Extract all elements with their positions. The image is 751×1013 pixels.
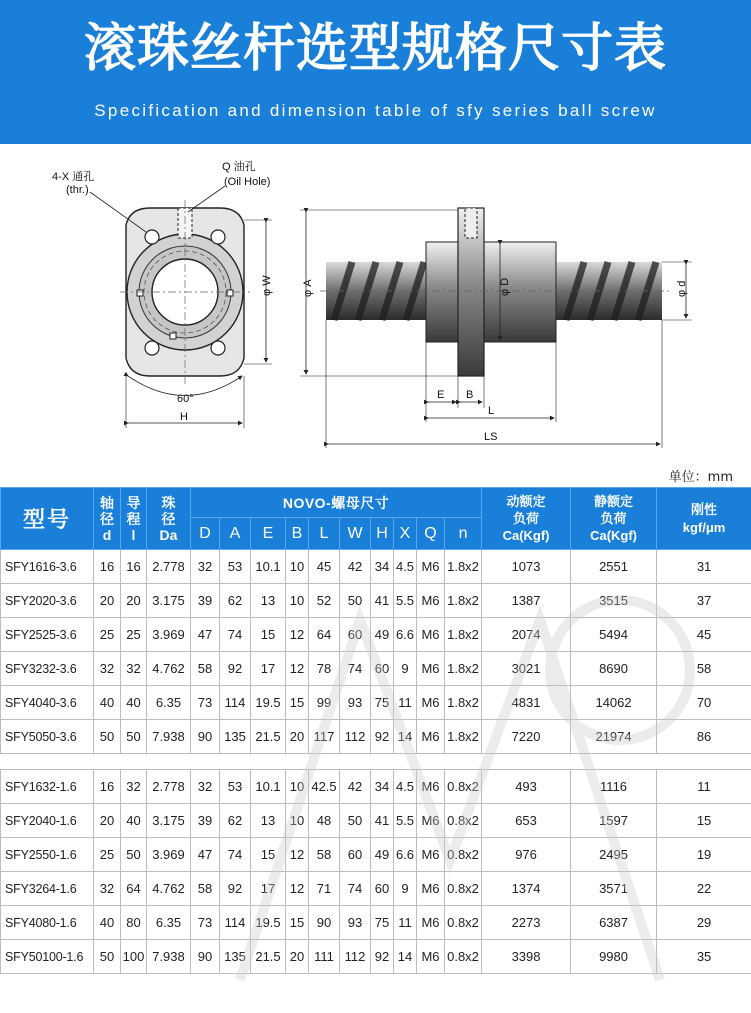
table-cell: 3021: [482, 652, 571, 686]
model-cell: SFY3232-3.6: [1, 652, 94, 686]
table-row: [1, 584, 751, 618]
table-cell: 11: [394, 906, 417, 940]
table-cell: 21.5: [251, 720, 286, 754]
header-rigidity-line-1: 刚性: [691, 501, 718, 517]
table-cell: 16: [94, 550, 121, 584]
table-cell: 53: [220, 770, 251, 804]
table-cell: 75: [371, 686, 394, 720]
table-cell: 12: [286, 618, 309, 652]
table-cell: 92: [220, 652, 251, 686]
oil-hole-label-en: (Oil Hole): [224, 176, 271, 188]
dim-d-shaft-label: φ d: [676, 280, 688, 297]
table-cell: 7.938: [147, 720, 191, 754]
dim-l-label: L: [488, 405, 495, 417]
dim-w-label: φ W: [261, 275, 273, 296]
table-cell: 20: [94, 804, 121, 838]
header-banner: [0, 0, 751, 144]
table-cell: 5494: [571, 618, 657, 652]
table-cell: 3571: [571, 872, 657, 906]
table-cell: M6: [417, 550, 445, 584]
table-cell: 64: [121, 872, 147, 906]
table-row: [1, 940, 751, 974]
table-cell: 3.175: [147, 804, 191, 838]
table-cell: 39: [191, 584, 220, 618]
table-cell: M6: [417, 838, 445, 872]
table-cell: 114: [220, 906, 251, 940]
table-cell: 29: [657, 906, 751, 940]
table-cell: 70: [657, 686, 751, 720]
table-cell: 73: [191, 906, 220, 940]
table-cell: 42: [340, 770, 371, 804]
table-cell: 3398: [482, 940, 571, 974]
header-static-load: [571, 488, 657, 550]
table-cell: 135: [220, 940, 251, 974]
table-cell: 10: [286, 584, 309, 618]
table-row: [1, 652, 751, 686]
table-cell: 10: [286, 804, 309, 838]
table-cell: 4.762: [147, 652, 191, 686]
table-row: [1, 838, 751, 872]
hole-label: 4-X 通孔: [52, 171, 95, 183]
header-ball-line-1: 珠: [161, 494, 176, 511]
header-sub-7: X: [394, 518, 417, 550]
table-cell: 2.778: [147, 770, 191, 804]
table-cell: 75: [371, 906, 394, 940]
table-cell: 49: [371, 838, 394, 872]
header-sub-3: B: [286, 518, 309, 550]
model-cell: SFY2525-3.6: [1, 618, 94, 652]
table-cell: 7220: [482, 720, 571, 754]
table-cell: 111: [309, 940, 340, 974]
model-cell: SFY1632-1.6: [1, 770, 94, 804]
table-cell: 58: [309, 838, 340, 872]
table-cell: M6: [417, 770, 445, 804]
table-cell: 74: [340, 872, 371, 906]
table-cell: 20: [286, 720, 309, 754]
header-sub-8: Q: [417, 518, 445, 550]
table-body-series-1-6: [1, 770, 751, 974]
table-row: [1, 906, 751, 940]
dim-h-label: H: [180, 411, 188, 423]
table-cell: 976: [482, 838, 571, 872]
table-cell: 92: [220, 872, 251, 906]
table-cell: 90: [191, 940, 220, 974]
table-cell: 14: [394, 940, 417, 974]
header-nut-dimensions: NOVO-螺母尺寸: [191, 488, 482, 518]
hole-label-en: (thr.): [66, 184, 89, 196]
table-cell: M6: [417, 720, 445, 754]
header-sub-0: D: [191, 518, 220, 550]
table-cell: 31: [657, 550, 751, 584]
table-cell: 90: [309, 906, 340, 940]
screw-side-view: [300, 208, 692, 448]
table-cell: 1.8x2: [445, 686, 482, 720]
table-cell: 2495: [571, 838, 657, 872]
table-cell: 34: [371, 770, 394, 804]
table-cell: 21.5: [251, 940, 286, 974]
table-cell: 16: [121, 550, 147, 584]
table-cell: 74: [220, 618, 251, 652]
table-cell: 22: [657, 872, 751, 906]
table-cell: 493: [482, 770, 571, 804]
table-cell: 42.5: [309, 770, 340, 804]
header-ball-line-2: 径: [161, 510, 176, 527]
table-cell: 25: [94, 618, 121, 652]
table-cell: 14062: [571, 686, 657, 720]
table-cell: 40: [94, 906, 121, 940]
table-cell: 1.8x2: [445, 652, 482, 686]
table-cell: 47: [191, 618, 220, 652]
table-cell: M6: [417, 804, 445, 838]
table-cell: 32: [121, 770, 147, 804]
header-rigidity-line-2: kgf/μm: [682, 519, 726, 535]
table-row: [1, 550, 751, 584]
dim-e-label: E: [437, 389, 445, 401]
dim-d-nut-label: φ D: [499, 277, 511, 296]
model-cell: SFY2550-1.6: [1, 838, 94, 872]
model-cell: SFY4080-1.6: [1, 906, 94, 940]
table-cell: M6: [417, 906, 445, 940]
table-cell: 1374: [482, 872, 571, 906]
table-cell: 12: [286, 838, 309, 872]
table-cell: 10.1: [251, 770, 286, 804]
table-cell: 5.5: [394, 584, 417, 618]
table-cell: 17: [251, 872, 286, 906]
table-cell: 12: [286, 872, 309, 906]
table-cell: 15: [251, 618, 286, 652]
table-cell: M6: [417, 618, 445, 652]
model-cell: SFY50100-1.6: [1, 940, 94, 974]
table-cell: 20: [94, 584, 121, 618]
table-cell: 50: [340, 804, 371, 838]
dim-a-label: φ A: [302, 279, 314, 297]
header-sub-2: E: [251, 518, 286, 550]
table-cell: 20: [121, 584, 147, 618]
header-shaft-line-2: 径: [100, 510, 114, 527]
table-cell: 10: [286, 770, 309, 804]
table-cell: 45: [657, 618, 751, 652]
table-cell: 19.5: [251, 686, 286, 720]
model-cell: SFY2020-3.6: [1, 584, 94, 618]
table-cell: 6.6: [394, 618, 417, 652]
table-cell: 4.5: [394, 770, 417, 804]
table-cell: 47: [191, 838, 220, 872]
table-cell: 14: [394, 720, 417, 754]
table-cell: 41: [371, 584, 394, 618]
table-cell: 40: [94, 686, 121, 720]
header-shaft-line-3: d: [102, 526, 112, 543]
table-cell: 60: [340, 838, 371, 872]
table-row: [1, 720, 751, 754]
table-cell: 16: [94, 770, 121, 804]
table-cell: 92: [371, 720, 394, 754]
table-cell: 100: [121, 940, 147, 974]
technical-drawing: [0, 150, 751, 460]
table-cell: 39: [191, 804, 220, 838]
header-sub-5: W: [340, 518, 371, 550]
table-cell: 20: [286, 940, 309, 974]
table-header: [1, 488, 751, 550]
table-cell: 13: [251, 804, 286, 838]
table-cell: 50: [340, 584, 371, 618]
table-cell: 93: [340, 906, 371, 940]
table-cell: 50: [94, 720, 121, 754]
table-cell: 32: [191, 550, 220, 584]
model-cell: SFY4040-3.6: [1, 686, 94, 720]
table-cell: 32: [191, 770, 220, 804]
table-cell: 74: [340, 652, 371, 686]
header-sub-6: H: [371, 518, 394, 550]
table-cell: 35: [657, 940, 751, 974]
table-cell: 15: [657, 804, 751, 838]
header-sub-4: L: [309, 518, 340, 550]
page-title: 滚珠丝杆选型规格尺寸表: [83, 19, 667, 79]
table-cell: 50: [121, 838, 147, 872]
header-dyn-line-2: 负荷: [513, 511, 540, 526]
table-cell: 2.778: [147, 550, 191, 584]
table-cell: 0.8x2: [445, 872, 482, 906]
table-cell: 4831: [482, 686, 571, 720]
table-cell: 32: [94, 652, 121, 686]
header-sub-1: A: [220, 518, 251, 550]
table-cell: 60: [371, 872, 394, 906]
table-cell: 19: [657, 838, 751, 872]
header-dyn-line-1: 动额定: [506, 494, 546, 509]
table-cell: 0.8x2: [445, 906, 482, 940]
table-cell: 99: [309, 686, 340, 720]
table-cell: 21974: [571, 720, 657, 754]
table-cell: 0.8x2: [445, 804, 482, 838]
table-cell: 4.5: [394, 550, 417, 584]
table-cell: 12: [286, 652, 309, 686]
table-cell: 15: [251, 838, 286, 872]
table-cell: 653: [482, 804, 571, 838]
table-cell: 60: [371, 652, 394, 686]
table-cell: 10.1: [251, 550, 286, 584]
table-cell: 117: [309, 720, 340, 754]
table-cell: 6387: [571, 906, 657, 940]
table-cell: 3515: [571, 584, 657, 618]
header-dynamic-load: [482, 488, 571, 550]
table-cell: 6.35: [147, 906, 191, 940]
table-cell: 1597: [571, 804, 657, 838]
model-cell: SFY3264-1.6: [1, 872, 94, 906]
table-cell: 1.8x2: [445, 720, 482, 754]
table-cell: 17: [251, 652, 286, 686]
header-ball-diameter: [147, 488, 191, 550]
table-cell: 10: [286, 550, 309, 584]
header-rigidity: [657, 488, 751, 550]
table-cell: 1.8x2: [445, 550, 482, 584]
table-cell: 1073: [482, 550, 571, 584]
table-cell: 52: [309, 584, 340, 618]
dim-b-label: B: [466, 389, 474, 401]
table-cell: M6: [417, 686, 445, 720]
header-shaft-diameter: [94, 488, 121, 550]
table-cell: 80: [121, 906, 147, 940]
unit-label: 单位：mm: [668, 470, 733, 485]
table-row: [1, 872, 751, 906]
table-cell: 25: [121, 618, 147, 652]
table-cell: 37: [657, 584, 751, 618]
drawing-svg: [0, 150, 751, 460]
table-cell: 7.938: [147, 940, 191, 974]
table-cell: 4.762: [147, 872, 191, 906]
header-stat-line-3: Ca(Kgf): [590, 528, 638, 543]
table-cell: 50: [121, 720, 147, 754]
table-cell: 93: [340, 686, 371, 720]
table-cell: 1387: [482, 584, 571, 618]
header-stat-line-1: 静额定: [594, 494, 634, 509]
table-cell: 9: [394, 872, 417, 906]
model-cell: SFY1616-3.6: [1, 550, 94, 584]
table-cell: 90: [191, 720, 220, 754]
table-cell: 78: [309, 652, 340, 686]
table-cell: 6.6: [394, 838, 417, 872]
table-spacer: [1, 754, 751, 770]
table-cell: 13: [251, 584, 286, 618]
table-cell: 3.969: [147, 838, 191, 872]
table-cell: 6.35: [147, 686, 191, 720]
table-cell: 0.8x2: [445, 770, 482, 804]
table-body-series-3-6: [1, 550, 751, 754]
table-cell: 73: [191, 686, 220, 720]
table-cell: 49: [371, 618, 394, 652]
table-cell: 64: [309, 618, 340, 652]
table-cell: 112: [340, 720, 371, 754]
table-cell: 50: [94, 940, 121, 974]
table-cell: 92: [371, 940, 394, 974]
table-cell: M6: [417, 584, 445, 618]
header-lead: [121, 488, 147, 550]
header-lead-line-2: 程: [126, 510, 141, 527]
table-cell: 11: [657, 770, 751, 804]
table-cell: 1116: [571, 770, 657, 804]
flange-front-view: [52, 159, 273, 428]
table-cell: 71: [309, 872, 340, 906]
header-shaft-line-1: 轴: [100, 494, 114, 511]
angle-label: 60°: [177, 393, 194, 405]
dim-ls-label: LS: [484, 431, 498, 443]
table-cell: 62: [220, 584, 251, 618]
table-cell: 135: [220, 720, 251, 754]
table-cell: 32: [94, 872, 121, 906]
oil-hole-label: Q 油孔: [222, 161, 256, 173]
table-cell: 1.8x2: [445, 618, 482, 652]
table-cell: 34: [371, 550, 394, 584]
table-cell: 48: [309, 804, 340, 838]
table-cell: 11: [394, 686, 417, 720]
table-cell: 15: [286, 906, 309, 940]
table-cell: 40: [121, 686, 147, 720]
table-cell: 1.8x2: [445, 584, 482, 618]
table-cell: 3.175: [147, 584, 191, 618]
table-cell: 2074: [482, 618, 571, 652]
table-cell: 25: [94, 838, 121, 872]
table-cell: 62: [220, 804, 251, 838]
table-row: [1, 804, 751, 838]
table-row: [1, 770, 751, 804]
page-subtitle: Specification and dimension table of sfy series ball screw: [94, 101, 657, 120]
table-cell: 86: [657, 720, 751, 754]
header-model: 型号: [1, 488, 94, 550]
table-cell: 114: [220, 686, 251, 720]
table-cell: 58: [191, 872, 220, 906]
table-cell: 58: [657, 652, 751, 686]
header-stat-line-2: 负荷: [600, 511, 627, 526]
table-cell: M6: [417, 940, 445, 974]
table-cell: 2551: [571, 550, 657, 584]
table-cell: 19.5: [251, 906, 286, 940]
spec-table: [0, 487, 751, 974]
table-cell: 9: [394, 652, 417, 686]
table-row: [1, 618, 751, 652]
table-cell: 0.8x2: [445, 940, 482, 974]
table-cell: M6: [417, 652, 445, 686]
table-cell: M6: [417, 872, 445, 906]
table-cell: 74: [220, 838, 251, 872]
table-cell: 5.5: [394, 804, 417, 838]
table-row: [1, 686, 751, 720]
header-lead-line-1: 导: [126, 494, 141, 511]
spacer-cell: [1, 754, 751, 770]
table-cell: 58: [191, 652, 220, 686]
table-cell: 53: [220, 550, 251, 584]
table-cell: 45: [309, 550, 340, 584]
table-cell: 0.8x2: [445, 838, 482, 872]
table-cell: 2273: [482, 906, 571, 940]
table-cell: 3.969: [147, 618, 191, 652]
model-cell: SFY5050-3.6: [1, 720, 94, 754]
table-cell: 60: [340, 618, 371, 652]
header-lead-line-3: l: [131, 526, 136, 543]
model-cell: SFY2040-1.6: [1, 804, 94, 838]
table-cell: 40: [121, 804, 147, 838]
table-cell: 9980: [571, 940, 657, 974]
table-cell: 41: [371, 804, 394, 838]
header-sub-9: n: [445, 518, 482, 550]
table-cell: 42: [340, 550, 371, 584]
header-ball-line-3: Da: [159, 526, 178, 543]
table-cell: 15: [286, 686, 309, 720]
table-cell: 32: [121, 652, 147, 686]
table-cell: 112: [340, 940, 371, 974]
table-cell: 8690: [571, 652, 657, 686]
header-dyn-line-3: Ca(Kgf): [502, 528, 550, 543]
